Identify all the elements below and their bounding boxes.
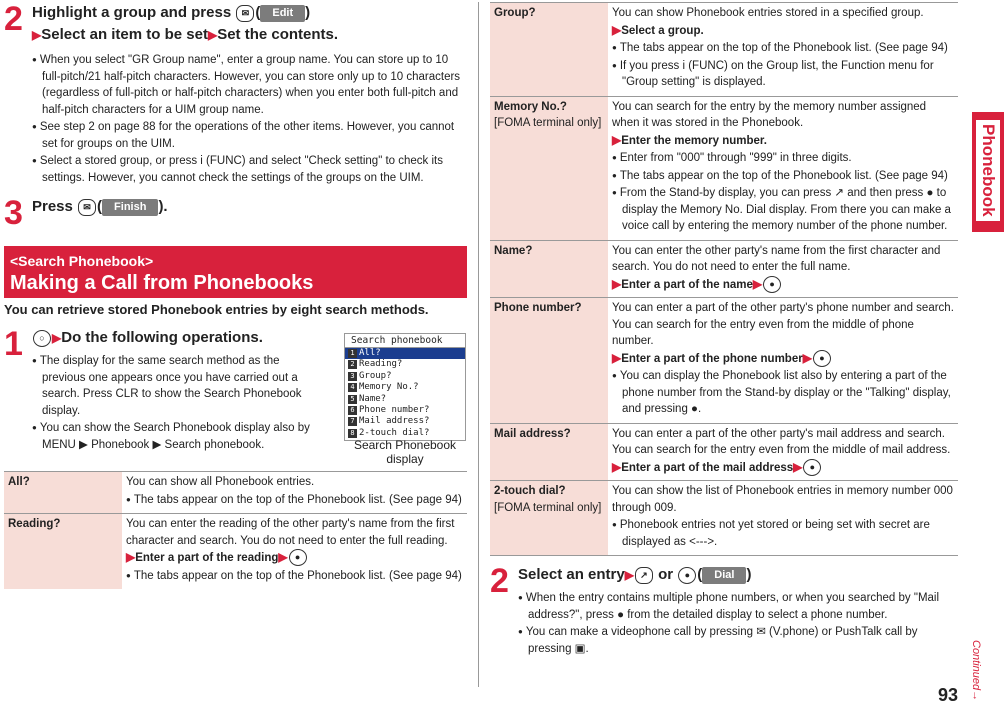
row-content: You can search for the entry by the memory number assigned when it was stored in the Phonebook. ▶Enter the memory number. ● Enter from "000" through "999" in three digits. ● The tabs appear on the top of the Phonebook list. (See page 94) ● From the Stand-by display, you can press ↗ and then press ● to display the Memory No. Dial display. From there you can make a voice call by entering the memory number of the phone number. [608, 96, 958, 240]
step-2-select [490, 564, 958, 657]
row-label: Phone number? [490, 298, 608, 424]
row-label: Memory No.? [FOMA terminal only] [490, 96, 608, 240]
menu-item: 1 All? [345, 348, 465, 359]
nav-key-icon: ● [678, 567, 696, 584]
row-content: You can enter the other party's name from the first character and search. You do not need to enter the full name. ▶Enter a part of the name▶ ● [608, 240, 958, 298]
bullet-item: ● You can make a videophone call by pressing ✉ (V.phone) or PushTalk call by pressing ▣. [518, 624, 958, 657]
step-title: ○ ▶Do the following operations. [32, 327, 334, 349]
step-1 [4, 327, 334, 453]
bullet-item: ● If you press i (FUNC) on the Group list, the Function menu for "Group setting" is displayed. [612, 58, 954, 91]
table-row [490, 3, 958, 97]
phone-caption: Search Phonebook display [353, 438, 457, 466]
bullet-item: ● Enter from "000" through "999" in three digits. [612, 150, 954, 167]
menu-item: 4 Memory No.? [345, 382, 465, 393]
edit-softkey: Edit [260, 5, 305, 22]
banner-title: Making a Call from Phonebooks [10, 272, 314, 294]
row-label: Reading? [4, 514, 122, 590]
arrow-icon: ▶ [32, 28, 42, 42]
arrow-icon: ▶ [207, 28, 218, 42]
arrow-icon: ▶ [624, 568, 634, 582]
bullet-item: ● The tabs appear on the top of the Phonebook list. (See page 94) [612, 40, 954, 57]
nav-key-icon: ● [803, 459, 821, 476]
row-label: All? [4, 472, 122, 514]
bullet-item: ● The display for the same search method as the previous one appears once you have carried out a search. Press CLR to show the Search Phonebook display. [32, 353, 322, 419]
bullet-item: ● Select a stored group, or press i (FUNC) and select "Check setting" to check its settings. However, you cannot check the settings of the groups on the UIM. [32, 153, 467, 186]
step-number: 3 [4, 194, 23, 232]
row-content: You can show all Phonebook entries. ● The tabs appear on the top of the Phonebook list. (See page 94) [122, 472, 467, 514]
table-row [490, 423, 958, 481]
dial-softkey: Dial [702, 567, 746, 584]
step-number: 2 [4, 0, 23, 38]
menu-item: 7 Mail address? [345, 416, 465, 427]
mail-key-icon: ✉ [78, 199, 96, 216]
row-label: Mail address? [490, 423, 608, 481]
page-number: 93 [937, 685, 958, 705]
bullet-item: ● From the Stand-by display, you can press ↗ and then press ● to display the Memory No. Dial display. From there you can make a voice call by entering the memory number of the phone number. [612, 185, 954, 235]
table-row [490, 240, 958, 298]
call-key-icon: ↗ [635, 567, 653, 584]
side-tab-label: Phonebook [976, 120, 1000, 221]
finish-softkey: Finish [102, 199, 158, 216]
menu-item: 8 2-touch dial? [345, 428, 465, 439]
bullet-item: ● The tabs appear on the top of the Phonebook list. (See page 94) [126, 492, 463, 509]
bullet-item: ● Phonebook entries not yet stored or being set with secret are displayed as <--->. [612, 517, 954, 550]
column-divider [478, 2, 479, 687]
step-title: Press ✉ ( Finish ). [32, 198, 168, 215]
row-label: Name? [490, 240, 608, 298]
step-2 [4, 2, 467, 186]
intro-text: You can retrieve stored Phonebook entries by eight search methods. [4, 302, 429, 317]
phone-screen-title: Search phonebook [345, 334, 465, 348]
nav-key-icon: ● [813, 350, 831, 367]
bullet-item: ● You can display the Phonebook list also by entering a part of the phone number from the Stand-by display or the "Talking" display, and pressing ●. [612, 368, 954, 418]
nav-key-icon: ● [289, 549, 307, 566]
step-title: Highlight a group and press ✉ ( Edit ) ▶Select an item to be set▶Set the contents. [32, 4, 339, 43]
bullet-item: ● You can show the Search Phonebook display also by MENU ▶ Phonebook ▶ Search phonebook. [32, 420, 322, 453]
menu-item: 5 Name? [345, 394, 465, 405]
step-3 [4, 194, 467, 232]
mail-key-icon: ✉ [236, 5, 254, 22]
nav-key-icon: ○ [33, 330, 51, 347]
step-number: 2 [490, 562, 509, 600]
search-methods-table [490, 2, 958, 556]
table-row [4, 514, 467, 590]
table-row [490, 298, 958, 424]
right-column [490, 2, 958, 658]
menu-item: 2 Reading? [345, 359, 465, 370]
row-label: 2-touch dial? [FOMA terminal only] [490, 481, 608, 556]
search-methods-table [4, 471, 467, 589]
arrow-icon: ▶ [52, 331, 62, 345]
row-content: You can show Phonebook entries stored in a specified group. ▶Select a group. ● The tabs appear on the top of the Phonebook list. (See page 94) ● If you press i (FUNC) on the Group list, the Function menu for "Group setting" is displayed. [608, 3, 958, 97]
table-row [4, 472, 467, 514]
menu-item: 3 Group? [345, 371, 465, 382]
left-column [4, 2, 467, 589]
bullet-item: ● When you select "GR Group name", enter a group name. You can store up to 10 full-pitch/21 half-pitch characters. However, you can store only up to 10 characters (regardless of full-pitch or half-pitch characters) when you enter both full-pitch and half-pitch characters for a UIM group name. [32, 52, 467, 118]
row-content: You can show the list of Phonebook entries in memory number 000 through 009. ● Phonebook entries not yet stored or being set with secret are displayed as <--->. [608, 481, 958, 556]
row-content: You can enter a part of the other party's phone number and search. You can search for the entry even from the middle of phone number. ▶Enter a part of the phone number▶ ● ● You can display the Phonebook list also by entering a part of the phone number from the Stand-by display or the "Talking" display, and pressing ●. [608, 298, 958, 424]
row-content: You can enter the reading of the other party's name from the first character and search. You do not need to enter the full reading. ▶Enter a part of the reading▶ ● ● The tabs appear on the top of the Phonebook list. (See page 94) [122, 514, 467, 590]
table-row [490, 481, 958, 556]
step-number: 1 [4, 325, 23, 363]
phone-screen [344, 333, 466, 441]
row-label: Group? [490, 3, 608, 97]
bullet-item: ● The tabs appear on the top of the Phonebook list. (See page 94) [126, 568, 463, 585]
table-row [490, 96, 958, 240]
nav-key-icon: ● [763, 276, 781, 293]
menu-item: 6 Phone number? [345, 405, 465, 416]
banner-subtitle: <Search Phonebook> [10, 253, 154, 269]
bullet-item: ● See step 2 on page 88 for the operations of the other items. However, you cannot set for groups on the UIM. [32, 119, 467, 152]
step-title: Select an entry▶ ↗ or ● ( Dial ) [518, 566, 752, 583]
bullet-item: ● When the entry contains multiple phone numbers, or when you searched by "Mail address?", press ● from the detailed display to select a phone number. [518, 590, 958, 623]
continued-label: Continued→ [970, 640, 982, 702]
bullet-item: ● The tabs appear on the top of the Phonebook list. (See page 94) [612, 168, 954, 185]
section-banner [4, 246, 467, 298]
row-content: You can enter a part of the other party's mail address and search. You can search for the entry even from the middle of mail address. ▶Enter a part of the mail address▶ ● [608, 423, 958, 481]
